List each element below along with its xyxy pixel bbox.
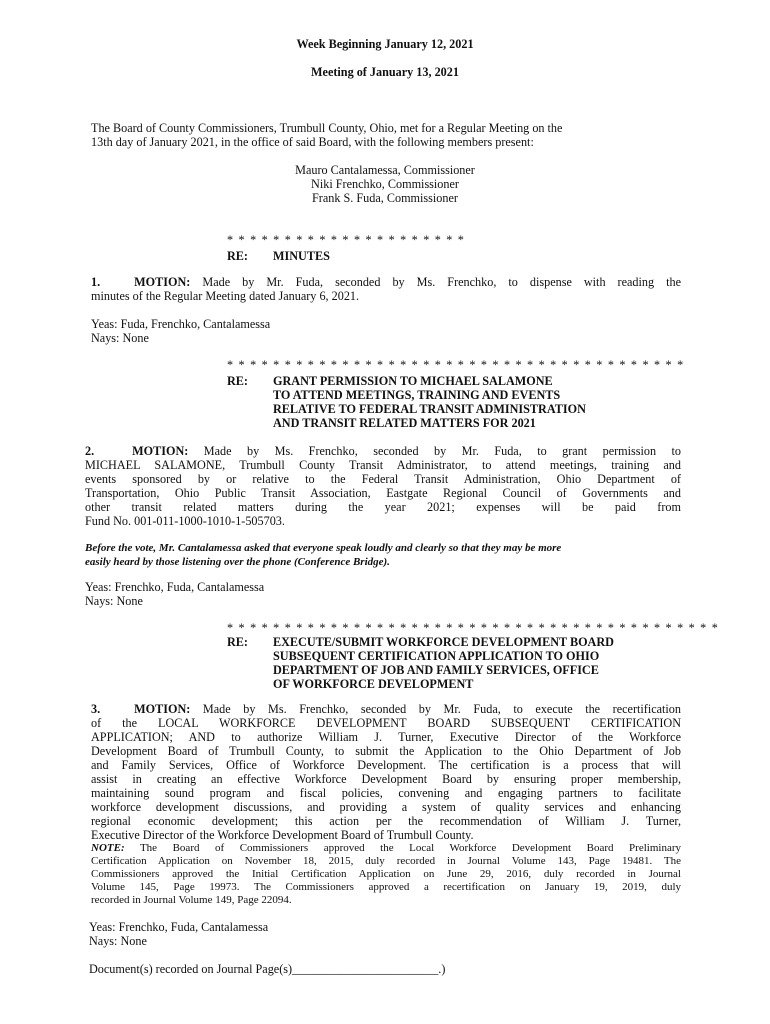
motion-2-line: other transit related matters during the year 2021; expenses will be paid from — [85, 500, 681, 514]
motion-label: MOTION: — [132, 444, 189, 458]
re-title-line: AND TRANSIT RELATED MATTERS FOR 2021 — [273, 416, 536, 430]
yeas: Yeas: Fuda, Frenchko, Cantalamessa — [91, 317, 271, 331]
motion-text: Made by Mr. Fuda, seconded by Ms. Frenchko, to dispense with reading the — [202, 275, 682, 289]
journal-record-line: Document(s) recorded on Journal Page(s)________________________.) — [89, 962, 446, 976]
yeas: Yeas: Frenchko, Fuda, Cantalamessa — [85, 580, 265, 594]
member-item: Mauro Cantalamessa, Commissioner — [295, 163, 475, 177]
vote-1 — [91, 317, 270, 345]
nays: Nays: None — [91, 331, 149, 345]
re-heading-minutes — [227, 249, 627, 265]
motion-text: Made by Ms. Frenchko, seconded by Mr. Fuda, to grant permission to — [203, 444, 682, 458]
motion-2-line: MICHAEL SALAMONE, Trumbull County Transit Administrator, to attend meetings, training and — [85, 458, 681, 472]
note-line: easily heard by those listening over the phone (Conference Bridge). — [85, 556, 390, 568]
motion-label: MOTION: — [134, 702, 191, 716]
motion-3-line: Development Board of Trumbull County, to submit the Application to the Ohio Department of Job — [91, 744, 681, 758]
vote-note — [85, 541, 685, 569]
motion-2-line: events sponsored by or relative to the Federal Transit Administration, Ohio Department of — [85, 472, 681, 486]
motion-2-line: Transportation, Ohio Public Transit Association, Eastgate Regional Council of Governments and — [85, 486, 681, 500]
re-title — [273, 374, 586, 430]
note-line — [91, 842, 681, 855]
motion-2 — [85, 444, 681, 528]
motion-3-line: maintaining sound program and fiscal policies, convening and engaging partners to facilitate — [91, 786, 681, 800]
motion-3 — [91, 702, 681, 842]
member-item: Frank S. Fuda, Commissioner — [312, 191, 458, 205]
motion-1-line-1 — [91, 275, 681, 289]
note-line: recorded in Journal Volume 149, Page 22094. — [91, 894, 292, 906]
motion-3-line: of the LOCAL WORKFORCE DEVELOPMENT BOARD SUBSEQUENT CERTIFICATION — [91, 716, 681, 730]
note-text: The Board of Commissioners approved the Local Workforce Development Board Preliminary — [139, 842, 681, 854]
note-line: Commissioners approved the Initial Certification Application on June 29, 2016, duly recorded in Journal — [91, 868, 681, 880]
motion-text: Made by Ms. Frenchko, seconded by Mr. Fuda, to execute the recertification — [202, 702, 681, 716]
section-divider: * * * * * * * * * * * * * * * * * * * * * — [227, 233, 466, 247]
motion-number: 2. — [85, 444, 95, 458]
motion-3-line: and Family Services, Office of Workforce Development. The certification is a process that will — [91, 758, 681, 772]
vote-3 — [89, 920, 268, 948]
re-title — [273, 635, 614, 691]
note-line: Volume 145, Page 19973. The Commissioners approved a recertification on January 19, 2019, duly — [91, 881, 681, 893]
motion-1-line-2: minutes of the Regular Meeting dated January 6, 2021. — [91, 289, 360, 303]
re-title-line: RELATIVE TO FEDERAL TRANSIT ADMINISTRATION — [273, 402, 586, 416]
motion-2-line: Fund No. 001-011-1000-1010-1-505703. — [85, 514, 285, 528]
section-divider: * * * * * * * * * * * * * * * * * * * * * * * * * * * * * * * * * * * * * * * * * * * — [227, 621, 719, 635]
section-divider: * * * * * * * * * * * * * * * * * * * * * * * * * * * * * * * * * * * * * * * * — [227, 358, 685, 372]
re-title-line: TO ATTEND MEETINGS, TRAINING AND EVENTS — [273, 388, 561, 402]
motion-1 — [91, 275, 681, 303]
yeas: Yeas: Frenchko, Fuda, Cantalamessa — [89, 920, 269, 934]
intro-line-1: The Board of County Commissioners, Trumbull County, Ohio, met for a Regular Meeting on the — [91, 121, 563, 135]
note-line: Certification Application on November 18, 2015, duly recorded in Journal Volume 143, Page 19481. The — [91, 855, 681, 867]
members-list — [285, 163, 485, 205]
motion-2-line — [85, 444, 681, 458]
re-title-line: GRANT PERMISSION TO MICHAEL SALAMONE — [273, 374, 553, 388]
motion-3-line: assist in creating an effective Workforce Development Board by ensuring proper membership, — [91, 772, 681, 786]
motion-3-line: regional economic development; this action per the recommendation of William J. Turner, — [91, 814, 681, 828]
re-heading-transit — [227, 374, 677, 432]
note-label: NOTE: — [91, 842, 125, 854]
re-heading-workforce — [227, 635, 677, 693]
re-title-line: SUBSEQUENT CERTIFICATION APPLICATION TO OHIO — [273, 649, 600, 663]
motion-label: MOTION: — [134, 275, 191, 289]
re-title-line: OF WORKFORCE DEVELOPMENT — [273, 677, 474, 691]
intro-line-2: 13th day of January 2021, in the office of said Board, with the following members present: — [91, 135, 534, 149]
re-label: RE: — [227, 249, 248, 263]
motion-number: 3. — [91, 702, 101, 716]
motion-3-note — [91, 842, 681, 907]
re-title-line: EXECUTE/SUBMIT WORKFORCE DEVELOPMENT BOARD — [273, 635, 614, 649]
motion-3-line: APPLICATION; AND to authorize William J. Turner, Executive Director of the Workforce — [91, 730, 681, 744]
meeting-heading: Meeting of January 13, 2021 — [311, 65, 459, 79]
week-heading: Week Beginning January 12, 2021 — [296, 37, 474, 51]
member-item: Niki Frenchko, Commissioner — [311, 177, 459, 191]
re-title: MINUTES — [273, 249, 330, 263]
re-label: RE: — [227, 635, 248, 649]
nays: Nays: None — [85, 594, 143, 608]
re-title-line: DEPARTMENT OF JOB AND FAMILY SERVICES, OFFICE — [273, 663, 599, 677]
note-line: Before the vote, Mr. Cantalamessa asked that everyone speak loudly and clearly so that they may be more — [85, 542, 562, 554]
motion-3-line — [91, 702, 681, 716]
re-label: RE: — [227, 374, 248, 388]
vote-2 — [85, 580, 264, 608]
motion-3-line: workforce development discussions, and providing a system of quality services and enhancing — [91, 800, 681, 814]
motion-number: 1. — [91, 275, 101, 289]
intro-paragraph — [91, 121, 691, 149]
motion-3-line: Executive Director of the Workforce Development Board of Trumbull County. — [91, 828, 474, 842]
nays: Nays: None — [89, 934, 147, 948]
